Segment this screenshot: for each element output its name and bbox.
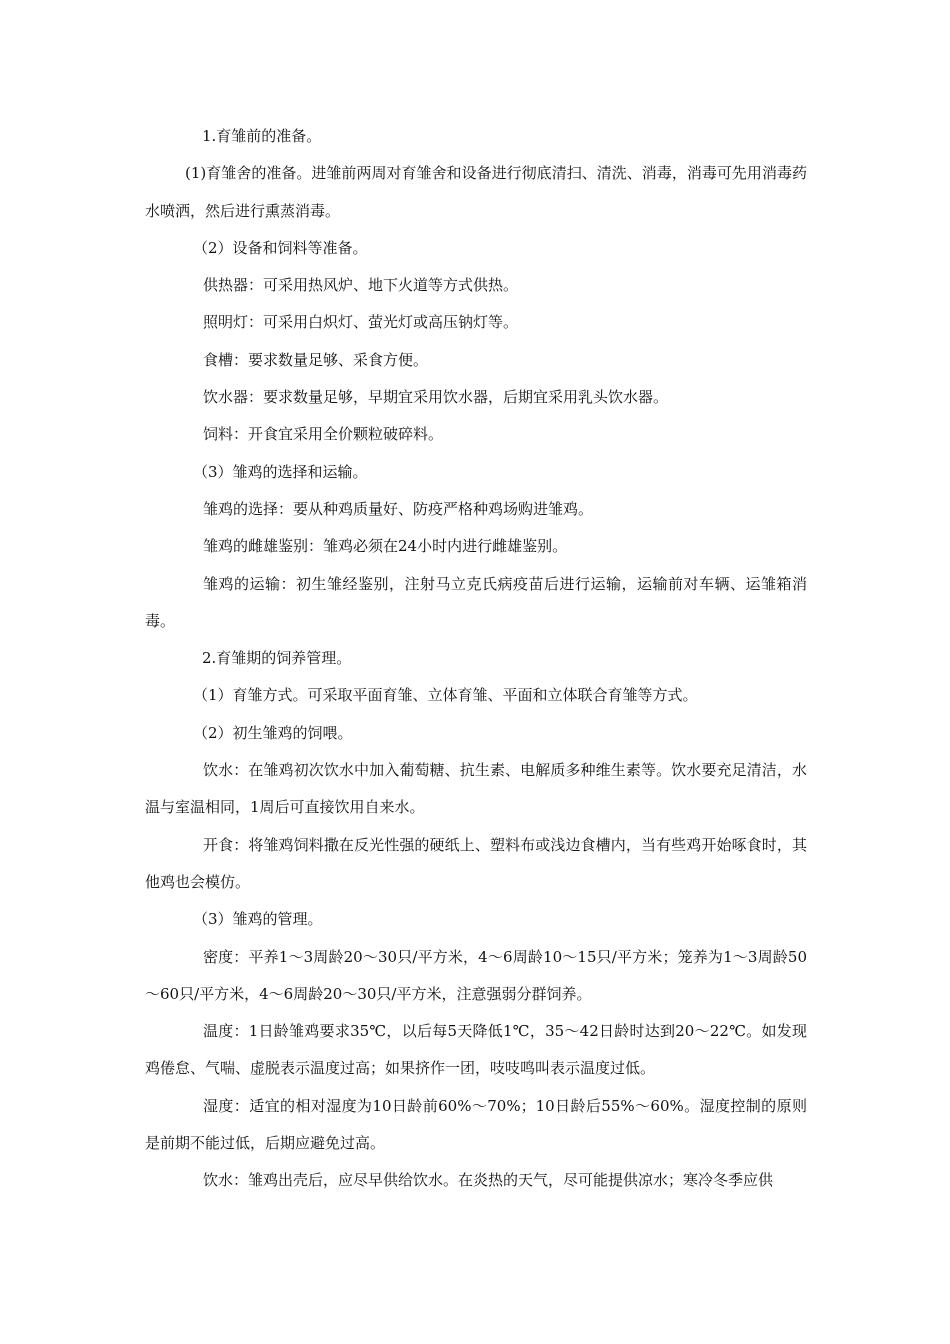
item-start-feeding: 开食：将雏鸡饲料撒在反光性强的硬纸上、塑料布或浅边食槽内，当有些鸡开始啄食时，其他鸡也会模仿。: [145, 835, 807, 891]
item-feed: 饲料：开食宜采用全价颗粒破碎料。: [203, 425, 444, 444]
item-drinking-water: 饮水：在雏鸡初次饮水中加入葡萄糖、抗生素、电解质多种维生素等。饮水要充足清洁，水温与室温相同，1周后可直接饮用自来水。: [145, 761, 807, 817]
item-chick-selection: 雏鸡的选择：要从种鸡质量好、防疫严格种鸡场购进雏鸡。: [203, 499, 594, 518]
item-heater: 供热器：可采用热风炉、地下火道等方式供热。: [203, 276, 519, 295]
item-feeder: 食槽：要求数量足够、采食方便。: [203, 350, 429, 369]
item-density: 密度：平养1～3周龄20～30只/平方米，4～6周龄10～15只/平方米；笼养为1～3周龄50～60只/平方米，4～6周龄20～30只/平方米，注意强弱分群饲养。: [145, 947, 807, 1003]
item-humidity: 湿度：适宜的相对湿度为10日龄前60%～70%；10日龄后55%～60%。湿度控制的原则是前期不能过低，后期应避免过高。: [145, 1096, 807, 1153]
subheading-chick-selection-transport: （3）雏鸡的选择和运输。: [193, 462, 368, 481]
subheading-equipment-feed: （2）设备和饲料等准备。: [193, 238, 368, 257]
paragraph-brooding-house-prep: (1)育雏舍的准备。进雏前两周对育雏舍和设备进行彻底清扫、清洗、消毒，消毒可先用消毒药水喷洒，然后进行熏蒸消毒。: [145, 164, 807, 220]
item-water-supply: 饮水：雏鸡出壳后，应尽早供给饮水。在炎热的天气，尽可能提供凉水；寒冷冬季应供: [203, 1171, 774, 1190]
section-heading-1: 1.育雏前的准备。: [202, 127, 322, 145]
item-drinker: 饮水器：要求数量足够，早期宜采用饮水器，后期宜采用乳头饮水器。: [203, 388, 669, 407]
subheading-brooding-method: （1）育雏方式。可采取平面育雏、立体育雏、平面和立体联合育雏等方式。: [193, 686, 698, 705]
document-body: [145, 118, 807, 1200]
item-chick-transport: 雏鸡的运输：初生雏经鉴别，注射马立克氏病疫苗后进行运输，运输前对车辆、运雏箱消毒。: [145, 574, 807, 630]
section-heading-2: 2.育雏期的饲养管理。: [202, 649, 352, 668]
subheading-chick-management: （3）雏鸡的管理。: [193, 910, 323, 929]
item-temperature: 温度：1日龄雏鸡要求35℃，以后每5天降低1℃，35～42日龄时达到20～22℃。如发现鸡倦怠、气喘、虚脱表示温度过高；如果挤作一团，吱吱鸣叫表示温度过低。: [145, 1022, 807, 1078]
item-lighting: 照明灯：可采用白炽灯、萤光灯或高压钠灯等。: [203, 313, 519, 332]
item-sex-identification: 雏鸡的雌雄鉴别：雏鸡必须在24小时内进行雌雄鉴别。: [203, 537, 568, 556]
subheading-newborn-feeding: （2）初生雏鸡的饲喂。: [193, 723, 353, 742]
